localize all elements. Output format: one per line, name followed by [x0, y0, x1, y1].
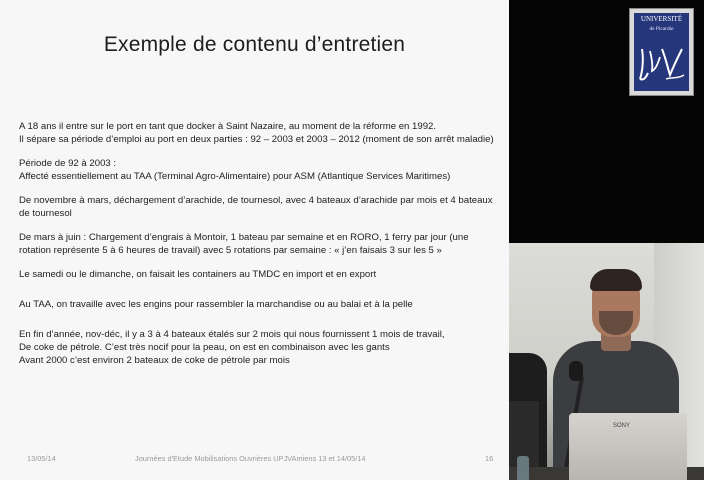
video-pane	[509, 0, 704, 480]
water-bottle	[517, 456, 529, 480]
slide-title: Exemple de contenu d’entretien	[103, 33, 406, 56]
paragraph-mar-jun: De mars à juin : Chargement d’engrais à Montoir, 1 bateau par semaine et en RORO, 1 ferry par jour (une rotation représente 5 à 6 heures de travail) avec 5 rotations par semaine : « j’en faisais 3 sur les 5 »	[19, 232, 469, 256]
university-logo	[629, 8, 694, 96]
footer-event: Journées d'Etude Mobilisations Ouvrières UPJVAmiens 13 et 14/05/14	[135, 454, 366, 463]
paragraph-period: Période de 92 à 2003 : Affecté essentiellement au TAA (Terminal Agro-Alimentaire) pour ASM (Atlantique Services Maritimes)	[19, 158, 451, 182]
jules-verne-signature-icon	[636, 39, 687, 87]
paragraph-end-year: En fin d’année, nov-déc, il y a 3 à 4 bateaux étalés sur 2 mois qui nous fournissent 1 mois de travail, De coke de pétrole. C’est très nocif pour la peau, on est en combinaison avec les gants Avant 2000 c’est environ 2 bateaux de coke de pétrole par mois	[19, 329, 445, 366]
microphone-icon	[569, 361, 583, 381]
footer-page-number: 16	[485, 454, 494, 463]
logo-university-text: UNIVERSITÉ	[634, 13, 689, 25]
footer-date: 13/05/14	[27, 454, 56, 463]
laptop-brand-label: SONY	[613, 423, 631, 429]
logo-picardie-text: de Picardie	[649, 26, 674, 32]
speaker-video-feed	[509, 243, 704, 480]
slide-body	[19, 120, 503, 384]
paragraph-intro: A 18 ans il entre sur le port en tant que docker à Saint Nazaire, au moment de la réforme en 1992. Il sépare sa période d’emploi au port en deux parties : 92 – 2003 et 2003 – 2012 (moment de son arrêt maladie)	[19, 121, 494, 145]
paragraph-nov-mar: De novembre à mars, déchargement d’arachide, de tournesol, avec 4 bateaux d’arachide par mois et 4 bateaux de tournesol	[19, 195, 493, 219]
paragraph-weekend: Le samedi ou le dimanche, on faisait les containers au TMDC en import et en export	[19, 269, 377, 280]
paragraph-taa: Au TAA, on travaille avec les engins pour rassembler la marchandise ou au balai et à la pelle	[19, 299, 413, 310]
laptop	[569, 413, 687, 480]
